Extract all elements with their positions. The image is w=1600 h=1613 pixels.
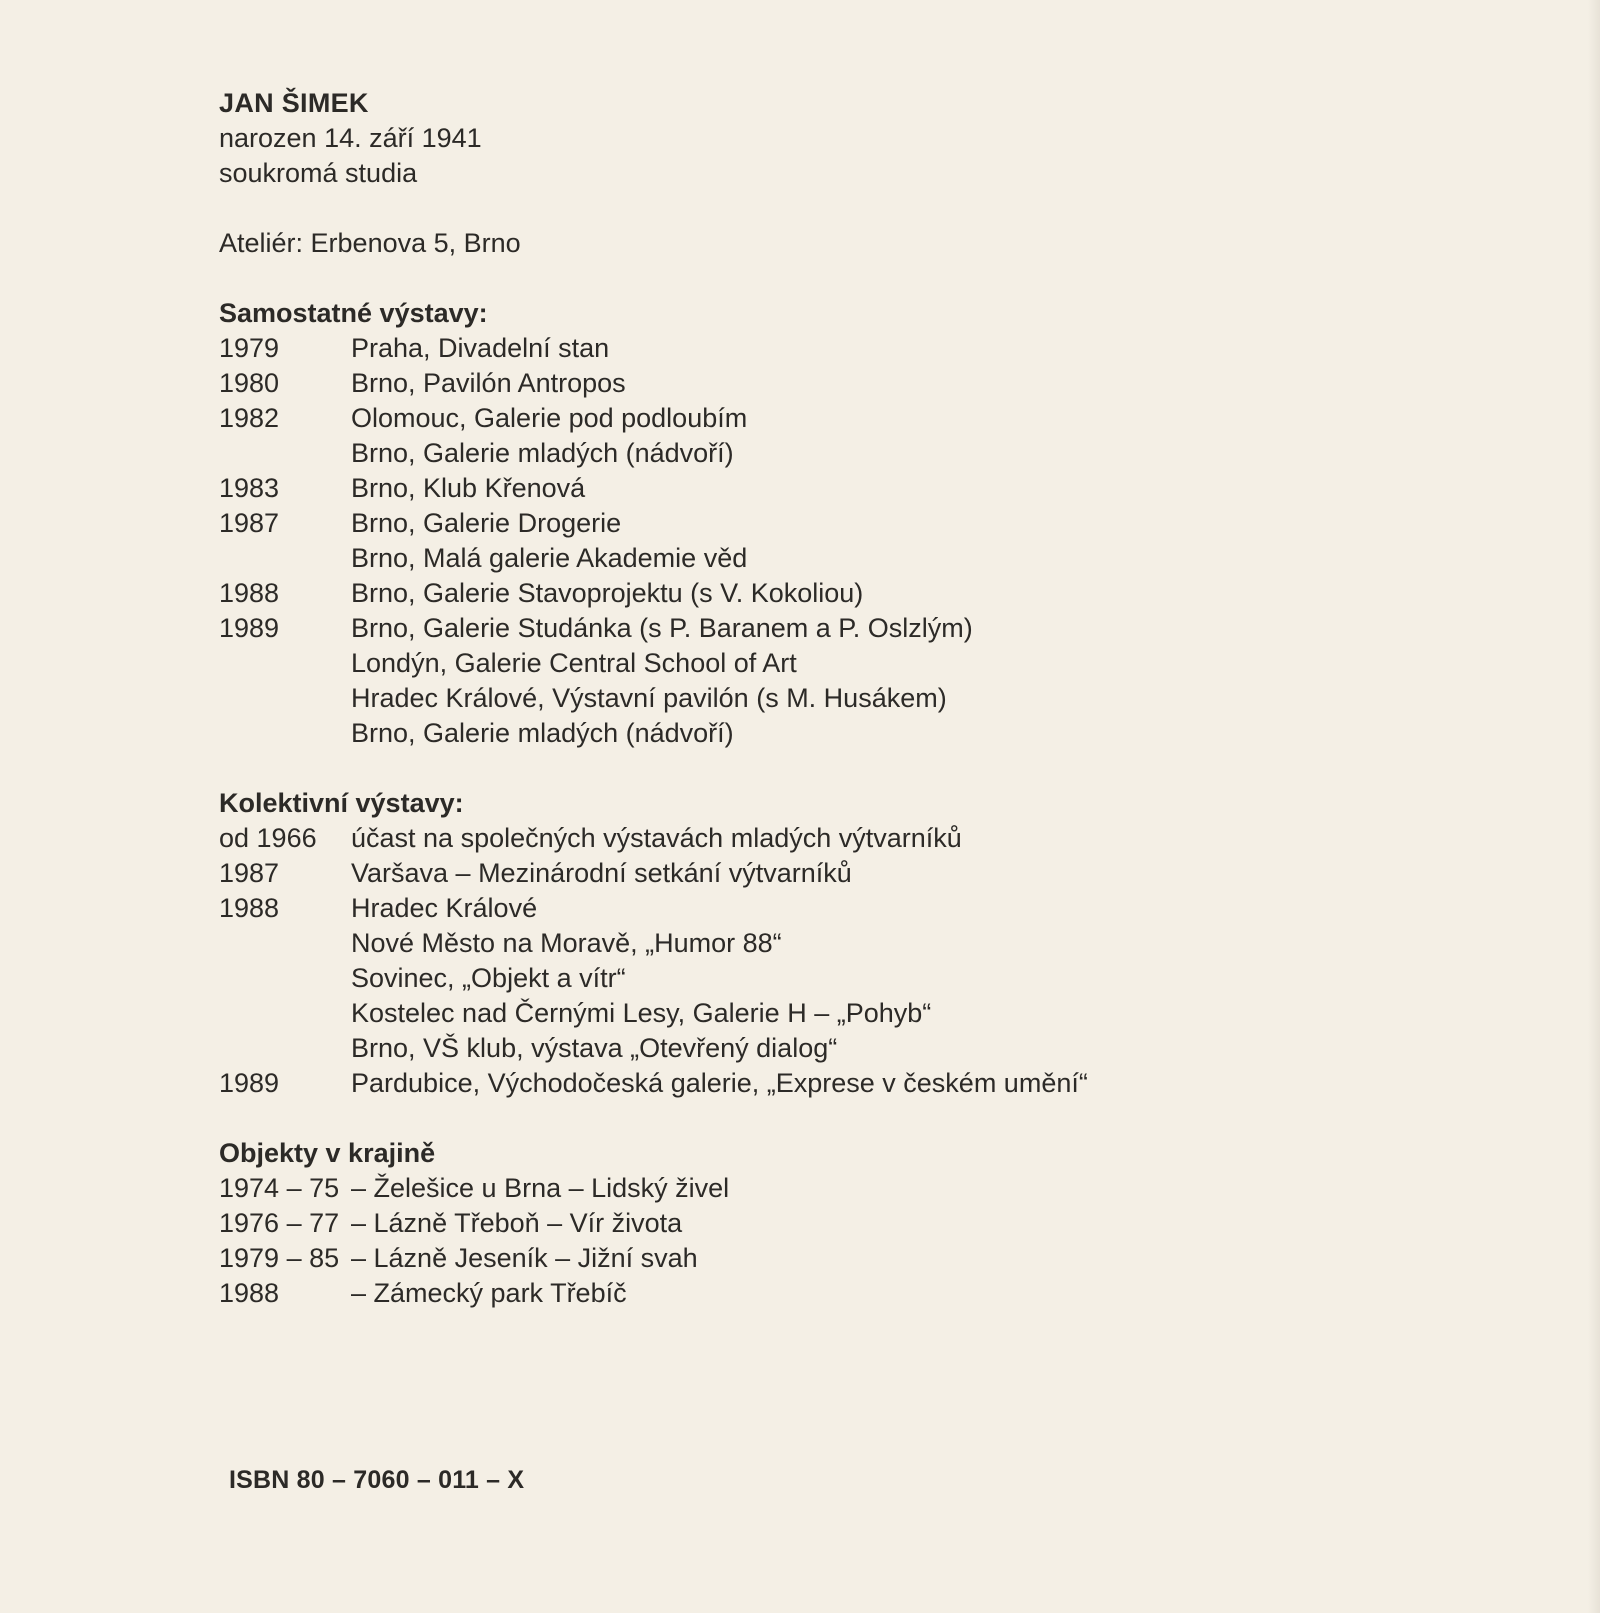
- row-text: Brno, Pavilón Antropos: [351, 368, 626, 398]
- landscape-objects-heading: Objekty v krajině: [219, 1138, 436, 1168]
- row-year: 1976 – 77: [219, 1208, 340, 1238]
- row-text: Brno, Galerie mladých (nádvoří): [351, 438, 734, 468]
- row-text: účast na společných výstavách mladých výtvarníků: [351, 823, 962, 853]
- group-exhibition-row: [219, 1031, 1219, 1066]
- row-year: 1979 – 85: [219, 1243, 340, 1273]
- row-year: od 1966: [219, 823, 317, 853]
- spacer: [219, 1101, 1219, 1136]
- biography-content: [219, 86, 1219, 1311]
- row-text: Hradec Králové, Výstavní pavilón (s M. Husákem): [351, 683, 947, 713]
- row-text: Brno, Galerie Studánka (s P. Baranem a P. Oslzlým): [351, 613, 973, 643]
- row-text: – Lázně Třeboň – Vír života: [351, 1208, 683, 1238]
- row-text: Praha, Divadelní stan: [351, 333, 610, 363]
- row-year: 1982: [219, 403, 280, 433]
- solo-exhibition-row: [219, 681, 1219, 716]
- row-text: Brno, VŠ klub, výstava „Otevřený dialog“: [351, 1033, 838, 1063]
- row-year: 1987: [219, 508, 280, 538]
- row-text: Brno, Galerie Drogerie: [351, 508, 622, 538]
- row-year: 1988: [219, 893, 280, 923]
- solo-exhibition-row: [219, 506, 1219, 541]
- group-exhibition-row: [219, 996, 1219, 1031]
- solo-exhibition-row: [219, 611, 1219, 646]
- row-year: [219, 646, 351, 681]
- row-year: [219, 681, 351, 716]
- solo-exhibition-row: [219, 436, 1219, 471]
- solo-exhibitions-heading: Samostatné výstavy:: [219, 298, 488, 328]
- row-text: Brno, Klub Křenová: [351, 473, 586, 503]
- row-year: 1980: [219, 368, 280, 398]
- row-text: Kostelec nad Černými Lesy, Galerie H – „Pohyb“: [351, 998, 932, 1028]
- group-exhibition-row: [219, 1066, 1219, 1101]
- row-year: 1987: [219, 858, 280, 888]
- landscape-object-row: [219, 1206, 1219, 1241]
- row-text: Pardubice, Východočeská galerie, „Exprese v českém umění“: [351, 1068, 1088, 1098]
- row-text: Brno, Galerie Stavoprojektu (s V. Kokoliou): [351, 578, 864, 608]
- spacer: [219, 751, 1219, 786]
- solo-exhibition-row: [219, 366, 1219, 401]
- spacer: [219, 261, 1219, 296]
- page-edge-shadow: [1588, 0, 1600, 1613]
- row-year: [219, 961, 351, 996]
- row-year: [219, 436, 351, 471]
- artist-education: soukromá studia: [219, 158, 418, 188]
- group-exhibition-row: [219, 821, 1219, 856]
- landscape-object-row: [219, 1241, 1219, 1276]
- row-text: Londýn, Galerie Central School of Art: [351, 648, 797, 678]
- artist-studio: Ateliér: Erbenova 5, Brno: [219, 228, 521, 258]
- group-exhibitions-heading: Kolektivní výstavy:: [219, 788, 464, 818]
- solo-exhibition-row: [219, 646, 1219, 681]
- row-year: 1983: [219, 473, 280, 503]
- group-exhibition-row: [219, 856, 1219, 891]
- solo-exhibition-row: [219, 401, 1219, 436]
- row-year: 1989: [219, 1068, 280, 1098]
- row-year: 1989: [219, 613, 280, 643]
- group-exhibitions-list: [219, 821, 1219, 1101]
- row-year: [219, 996, 351, 1031]
- spacer: [219, 191, 1219, 226]
- row-text: Brno, Malá galerie Akademie věd: [351, 543, 748, 573]
- solo-exhibition-row: [219, 716, 1219, 751]
- landscape-object-row: [219, 1171, 1219, 1206]
- row-year: [219, 926, 351, 961]
- group-exhibition-row: [219, 891, 1219, 926]
- solo-exhibition-row: [219, 541, 1219, 576]
- row-text: Varšava – Mezinárodní setkání výtvarníků: [351, 858, 852, 888]
- row-text: Brno, Galerie mladých (nádvoří): [351, 718, 734, 748]
- solo-exhibition-row: [219, 576, 1219, 611]
- row-year: [219, 1031, 351, 1066]
- row-year: 1974 – 75: [219, 1173, 340, 1203]
- landscape-objects-list: [219, 1171, 1219, 1311]
- row-year: [219, 716, 351, 751]
- row-text: Hradec Králové: [351, 893, 538, 923]
- row-year: 1979: [219, 333, 280, 363]
- row-text: – Lázně Jeseník – Jižní svah: [351, 1243, 698, 1273]
- row-text: Olomouc, Galerie pod podloubím: [351, 403, 748, 433]
- row-text: Nové Město na Moravě, „Humor 88“: [351, 928, 782, 958]
- solo-exhibitions-list: [219, 331, 1219, 751]
- row-year: 1988: [219, 1278, 280, 1308]
- row-text: – Zámecký park Třebíč: [351, 1278, 627, 1308]
- group-exhibition-row: [219, 926, 1219, 961]
- group-exhibition-row: [219, 961, 1219, 996]
- landscape-object-row: [219, 1276, 1219, 1311]
- row-text: – Želešice u Brna – Lidský živel: [351, 1173, 730, 1203]
- artist-birth: narozen 14. září 1941: [219, 123, 482, 153]
- solo-exhibition-row: [219, 471, 1219, 506]
- row-year: 1988: [219, 578, 280, 608]
- artist-name: JAN ŠIMEK: [219, 88, 369, 118]
- solo-exhibition-row: [219, 331, 1219, 366]
- row-year: [219, 541, 351, 576]
- isbn-number: ISBN 80 – 7060 – 011 – X: [229, 1466, 525, 1494]
- row-text: Sovinec, „Objekt a vítr“: [351, 963, 626, 993]
